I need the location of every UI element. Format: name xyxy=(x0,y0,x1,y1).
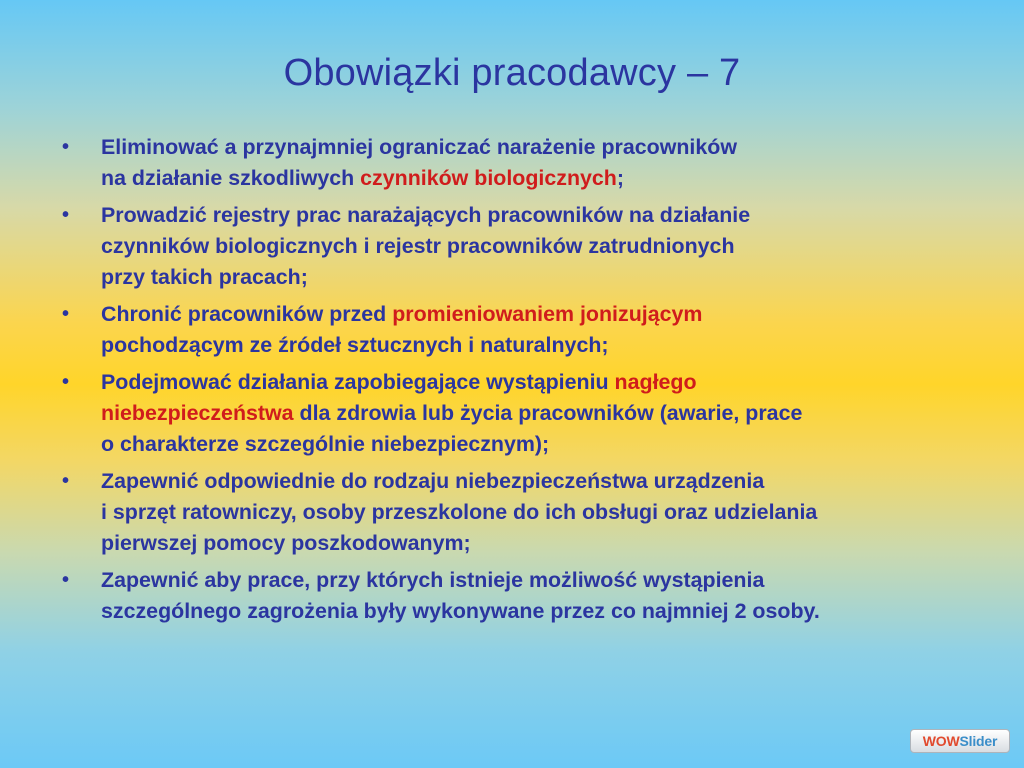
bullet-dot-icon: • xyxy=(62,136,70,158)
bullet-item xyxy=(0,132,1024,194)
bullet-line xyxy=(101,163,984,194)
bullet-text: o charakterze szczególnie niebezpiecznym); xyxy=(101,432,550,456)
bullet-text: Podejmować działania zapobiegające wystąpieniu xyxy=(101,370,615,394)
bullet-line xyxy=(101,231,984,262)
bullet-item xyxy=(0,565,1024,627)
bullet-text: Chronić pracowników przed xyxy=(101,302,393,326)
bullet-line xyxy=(101,398,984,429)
highlighted-term: niebezpieczeństwa xyxy=(101,401,294,425)
bullet-list xyxy=(0,132,1024,633)
bullet-line xyxy=(101,429,984,460)
bullet-text: przy takich pracach; xyxy=(101,265,308,289)
bullet-text: pochodzącym ze źródeł sztucznych i naturalnych; xyxy=(101,333,609,357)
highlighted-term: nagłego xyxy=(614,370,697,394)
bullet-text: Prowadzić rejestry prac narażających pracowników na działanie xyxy=(101,203,751,227)
bullet-line xyxy=(101,132,984,163)
bullet-line xyxy=(101,367,984,398)
bullet-line xyxy=(101,262,984,293)
bullet-line xyxy=(101,299,984,330)
bullet-dot-icon: • xyxy=(62,204,70,226)
bullet-item xyxy=(0,466,1024,559)
highlighted-term: promieniowaniem jonizującym xyxy=(392,302,703,326)
slide-title: Obowiązki pracodawcy – 7 xyxy=(283,52,741,94)
bullet-line xyxy=(101,466,984,497)
bullet-line xyxy=(101,565,984,596)
wowslider-watermark[interactable] xyxy=(910,729,1010,753)
bullet-line xyxy=(101,596,984,627)
bullet-line xyxy=(101,528,984,559)
highlighted-term: czynników biologicznych xyxy=(360,166,617,190)
bullet-text: szczególnego zagrożenia były wykonywane przez co najmniej 2 osoby. xyxy=(101,599,820,623)
bullet-dot-icon: • xyxy=(62,470,70,492)
bullet-line xyxy=(101,200,984,231)
bullet-item xyxy=(0,299,1024,361)
bullet-text: ; xyxy=(616,166,625,190)
bullet-text: Eliminować a przynajmniej ograniczać narażenie pracowników xyxy=(101,135,737,159)
bullet-text: pierwszej pomocy poszkodowanym; xyxy=(101,531,471,555)
bullet-line xyxy=(101,497,984,528)
bullet-text: dla zdrowia lub życia pracowników (awarie, prace xyxy=(293,401,803,425)
bullet-dot-icon: • xyxy=(62,371,70,393)
bullet-text: czynników biologicznych i rejestr pracowników zatrudnionych xyxy=(101,234,735,258)
bullet-item xyxy=(0,367,1024,460)
bullet-dot-icon: • xyxy=(62,303,70,325)
watermark-part-slider: Slider xyxy=(959,733,998,749)
bullet-text: i sprzęt ratowniczy, osoby przeszkolone do ich obsługi oraz udzielania xyxy=(101,500,818,524)
watermark-part-wow: WOW xyxy=(922,733,960,749)
bullet-text: Zapewnić odpowiednie do rodzaju niebezpieczeństwa urządzenia xyxy=(101,469,765,493)
bullet-line xyxy=(101,330,984,361)
bullet-text: Zapewnić aby prace, przy których istnieje możliwość wystąpienia xyxy=(101,568,765,592)
bullet-dot-icon: • xyxy=(62,569,70,591)
bullet-text: na działanie szkodliwych xyxy=(101,166,361,190)
bullet-item xyxy=(0,200,1024,293)
